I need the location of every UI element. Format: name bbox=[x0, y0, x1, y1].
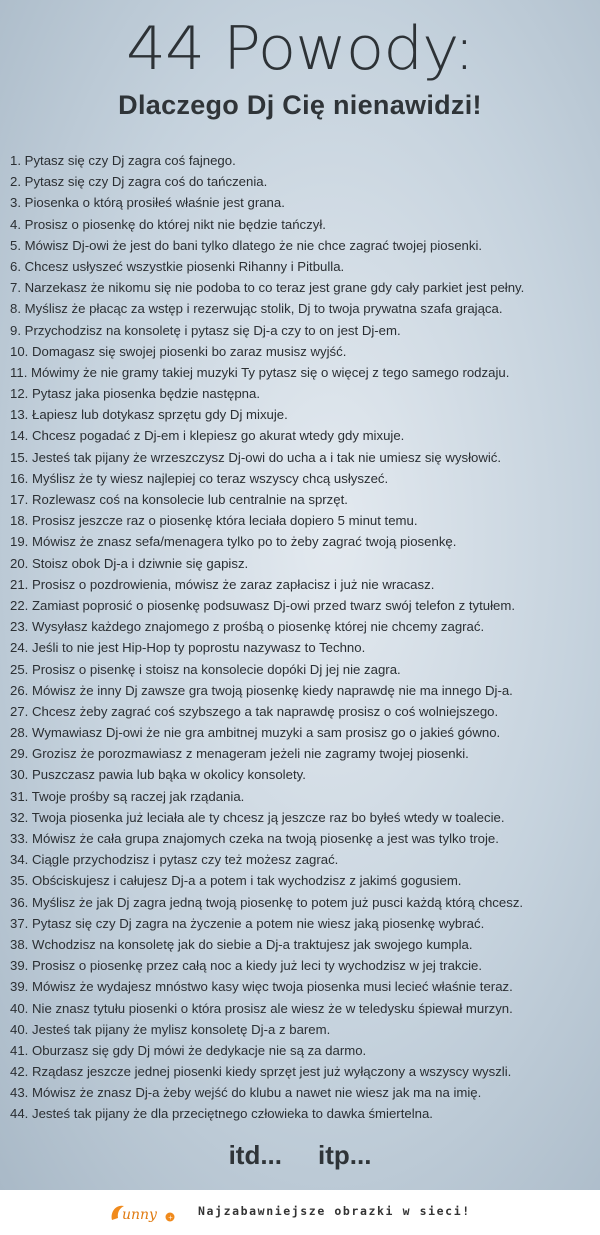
svg-text:+: + bbox=[168, 1214, 174, 1222]
reason-item: 7. Narzekasz że nikomu się nie podoba to co teraz jest grane gdy cały parkiet jest pełny. bbox=[10, 280, 525, 296]
reason-item: 25. Prosisz o pisenkę i stoisz na konsolecie dopóki Dj jej nie zagra. bbox=[10, 661, 401, 677]
itp-text: itp... bbox=[318, 1140, 372, 1170]
reason-item: 40. Jesteś tak pijany że mylisz konsoletę Dj-a z barem. bbox=[10, 1021, 331, 1037]
reason-item: 4. Prosisz o piosenkę do której nikt nie będzie tańczył. bbox=[10, 216, 326, 232]
reason-item: 20. Stoisz obok Dj-a i dziwnie się gapisz. bbox=[10, 555, 249, 571]
reason-item: 13. Łapiesz lub dotykasz sprzętu gdy Dj mixuje. bbox=[10, 407, 288, 423]
reason-item: 38. Wchodzisz na konsoletę jak do siebie a Dj-a traktujesz jak swojego kumpla. bbox=[10, 936, 473, 952]
page-subtitle: Dlaczego Dj Cię nienawidzi! bbox=[118, 90, 482, 120]
reason-item: 17. Rozlewasz coś na konsolecie lub centralnie na sprzęt. bbox=[10, 492, 348, 507]
funny-logo[interactable] bbox=[108, 1200, 178, 1226]
reason-item: 29. Grozisz że porozmawiasz z menageram jeżeli nie zagramy twojej piosenki. bbox=[10, 746, 469, 762]
reason-item: 10. Domagasz się swojej piosenki bo zaraz musisz wyjść. bbox=[10, 343, 347, 359]
reason-item: 15. Jesteś tak pijany że wrzeszczysz Dj-owi do ucha a i tak nie umiesz się wysłowić. bbox=[10, 449, 502, 465]
reason-item: 2. Pytasz się czy Dj zagra coś do tańczenia. bbox=[10, 174, 268, 190]
reason-item: 8. Myślisz że płacąc za wstęp i rezerwując stolik, Dj to twoja prywatna szafa grająca. bbox=[10, 301, 503, 317]
reason-item: 21. Prosisz o pozdrowienia, mówisz że zaraz zapłacisz i już nie wracasz. bbox=[10, 576, 435, 592]
reason-item: 36. Myślisz że jak Dj zagra jedną twoją piosenkę to potem już pusci każdą którą chcesz. bbox=[10, 894, 524, 910]
reason-item: 33. Mówisz że cała grupa znajomych czeka na twoją piosenkę a jest was tylko troje. bbox=[10, 831, 499, 846]
reason-item: 31. Twoje prośby są raczej jak rządania. bbox=[10, 788, 245, 804]
reason-item: 9. Przychodzisz na konsoletę i pytasz się Dj-a czy to on jest Dj-em. bbox=[10, 322, 401, 338]
reason-item: 14. Chcesz pogadać z Dj-em i klepiesz go akurat wtedy gdy mixuje. bbox=[10, 428, 405, 444]
reason-item: 6. Chcesz usłyszeć wszystkie piosenki Rihanny i Pitbulla. bbox=[10, 258, 345, 274]
reason-item: 23. Wysyłasz każdego znajomego z prośbą o piosenkę której nie chcemy zagrać. bbox=[10, 619, 485, 635]
reason-item: 42. Rządasz jeszcze jednej piosenki kiedy sprzęt jest już wyłączony a wszyscy wyszli. bbox=[10, 1064, 512, 1080]
reason-item: 43. Mówisz że znasz Dj-a żeby wejść do klubu a nawet nie wiesz jak ma na imię. bbox=[10, 1085, 482, 1101]
reason-item: 35. Obściskujesz i całujesz Dj-a a potem i tak wychodzisz z jakimś gogusiem. bbox=[10, 873, 462, 889]
reason-item: 3. Piosenka o którą prosiłeś właśnie jest grana. bbox=[10, 195, 285, 211]
reason-item: 18. Prosisz jeszcze raz o piosenkę która leciała dopiero 5 minut temu. bbox=[10, 513, 418, 529]
reason-item: 27. Chcesz żeby zagrać coś szybszego a tak naprawdę prosisz o coś wolniejszego. bbox=[10, 703, 499, 719]
reason-item: 39. Mówisz że wydajesz mnóstwo kasy więc twoja piosenka musi lecieć właśnie teraz. bbox=[10, 979, 513, 995]
reason-item: 12. Pytasz jaka piosenka będzie następna. bbox=[10, 386, 260, 402]
reason-item: 11. Mówimy że nie gramy takiej muzyki Ty pytasz się o więcej z tego samego rodzaju. bbox=[10, 364, 510, 380]
page-title: 44 Powody: bbox=[126, 14, 474, 84]
reason-item: 41. Oburzasz się gdy Dj mówi że dedykacje nie są za darmo. bbox=[10, 1042, 367, 1058]
svg-text:unny: unny bbox=[122, 1207, 157, 1223]
reason-item: 16. Myślisz że ty wiesz najlepiej co teraz wszyscy chcą usłyszeć. bbox=[10, 470, 389, 486]
reason-item: 1. Pytasz się czy Dj zagra coś fajnego. bbox=[10, 153, 236, 168]
reason-item: 32. Twoja piosenka już leciała ale ty chcesz ją jeszcze raz bo byłeś wtedy w toalecie. bbox=[10, 809, 505, 825]
reasons-list bbox=[10, 150, 596, 1125]
reason-item: 26. Mówisz że inny Dj zawsze gra twoją piosenkę kiedy naprawdę nie ma innego Dj-a. bbox=[10, 682, 513, 698]
reason-item: 44. Jesteś tak pijany że dla przeciętnego człowieka to dawka śmiertelna. bbox=[10, 1106, 433, 1122]
reason-item: 5. Mówisz Dj-owi że jest do bani tylko dlatego że nie chce zagrać twojej piosenki. bbox=[10, 237, 483, 253]
reason-item: 37. Pytasz się czy Dj zagra na życzenie a potem nie wiesz jaką piosenkę wybrać. bbox=[10, 915, 485, 931]
reason-item: 24. Jeśli to nie jest Hip-Hop ty poprostu nazywasz to Techno. bbox=[10, 640, 366, 656]
reason-item: 22. Zamiast poprosić o piosenkę podsuwasz Dj-owi przed twarz swój telefon z tytułem. bbox=[10, 597, 516, 613]
itd-text: itd... bbox=[228, 1140, 282, 1170]
reason-item: 19. Mówisz że znasz sefa/menagera tylko po to żeby zagrać twoją piosenkę. bbox=[10, 534, 457, 550]
closing-text bbox=[0, 1140, 600, 1171]
brand-tagline: Najzabawniejsze obrazki w sieci! bbox=[198, 1204, 471, 1218]
brand-bar bbox=[0, 1190, 600, 1235]
reason-item: 30. Puszczasz pawia lub bąka w okolicy konsolety. bbox=[10, 767, 306, 783]
reason-item: 28. Wymawiasz Dj-owi że nie gra ambitnej muzyki a sam prosisz go o jakieś gówno. bbox=[10, 725, 501, 741]
reason-item: 40. Nie znasz tytułu piosenki o która prosisz ale wiesz że w teledysku śpiewał murzyn. bbox=[10, 1000, 513, 1016]
reason-item: 34. Ciągle przychodzisz i pytasz czy też możesz zagrać. bbox=[10, 852, 339, 868]
reason-item: 39. Prosisz o piosenkę przez całą noc a kiedy już leci ty wychodzisz w jej trakcie. bbox=[10, 958, 483, 974]
